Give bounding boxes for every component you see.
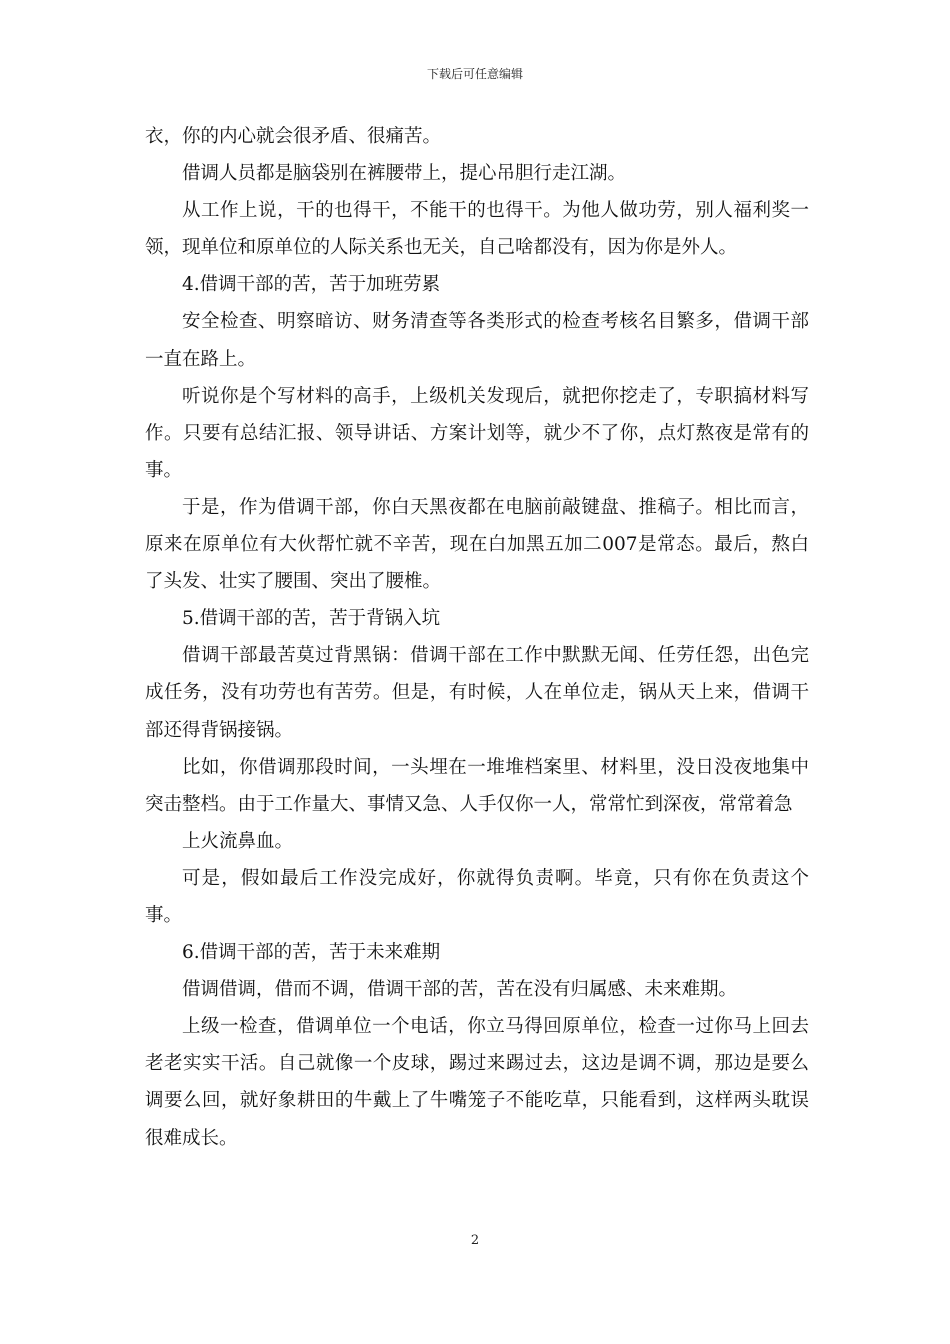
paragraph: 可是，假如最后工作没完成好，你就得负责啊。毕竟，只有你在负责这个事。 [145,867,809,926]
page-number: 2 [470,1233,480,1248]
paragraph: 安全检查、明察暗访、财务清查等各类形式的检查考核名目繁多，借调干部一直在路上。 [145,311,809,370]
section-heading: 5.借调干部的苦，苦于背锅入坑 [182,608,441,630]
paragraph: 听说你是个写材料的高手，上级机关发现后，就把你挖走了，专职搞材料写作。只要有总结汇报、领导讲话、方案计划等，就少不了你，点灯熬夜是常有的事。 [145,385,809,481]
section-heading: 6.借调干部的苦，苦于未来难期 [182,942,441,964]
document-body [145,118,809,1157]
paragraph: 借调借调，借而不调，借调干部的苦，苦在没有归属感、未来难期。 [182,979,738,1001]
paragraph: 上火流鼻血。 [182,830,294,852]
section-heading: 4.借调干部的苦，苦于加班劳累 [182,274,441,296]
paragraph: 上级一检查，借调单位一个电话，你立马得回原单位，检查一过你马上回去老老实实干活。自己就像一个皮球，踢过来踢过去，这边是调不调，那边是要么调要么回，就好象耕田的牛戴上了牛嘴笼子不能吃草，只能看到，这样两头耽误很难成长。 [145,1016,809,1149]
paragraph: 借调干部最苦莫过背黑锅：借调干部在工作中默默无闻、任劳任怨，出色完成任务，没有功劳也有苦劳。但是，有时候，人在单位走，锅从天上来，借调干部还得背锅接锅。 [145,645,809,741]
paragraph: 比如，你借调那段时间，一头埋在一堆堆档案里、材料里，没日没夜地集中突击整档。由于工作量大、事情又急、人手仅你一人，常常忙到深夜，常常着急 [145,756,809,815]
paragraph: 从工作上说，干的也得干，不能干的也得干。为他人做功劳，别人福利奖一领，现单位和原单位的人际关系也无关，自己啥都没有，因为你是外人。 [145,200,809,259]
paragraph: 衣，你的内心就会很矛盾、很痛苦。 [145,126,442,147]
paragraph: 借调人员都是脑袋别在裤腰带上，提心吊胆行走江湖。 [182,163,627,185]
page-header: 下载后可任意编辑 [426,67,523,81]
paragraph: 于是，作为借调干部，你白天黑夜都在电脑前敲键盘、推稿子。相比而言，原来在原单位有大伙帮忙就不辛苦，现在白加黑五加二007是常态。最后，熬白了头发、壮实了腰围、突出了腰椎。 [145,496,809,593]
